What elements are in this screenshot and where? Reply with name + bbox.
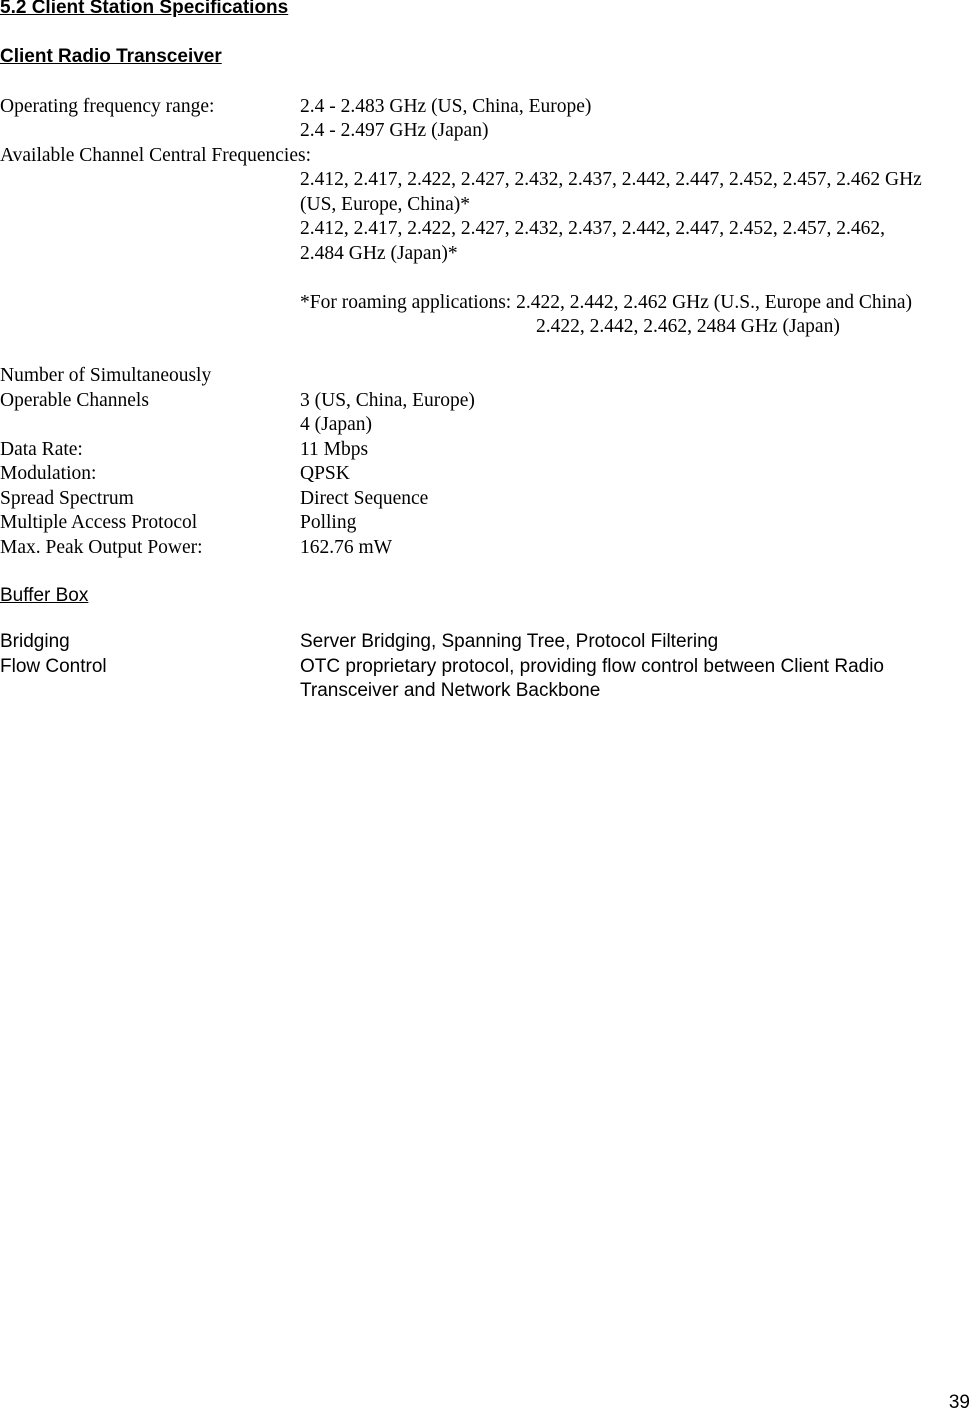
spread-spectrum-value: Direct Sequence	[300, 488, 429, 509]
simultaneous-label-1: Number of Simultaneously	[0, 365, 212, 386]
channels-label: Available Channel Central Frequencies:	[0, 145, 311, 166]
radio-heading: Client Radio Transceiver	[0, 46, 222, 67]
flow-control-label: Flow Control	[0, 656, 107, 677]
channels-value-3: 2.412, 2.417, 2.422, 2.427, 2.432, 2.437, 2.442, 2.447, 2.452, 2.457, 2.462,	[300, 218, 885, 239]
buffer-box-heading: Buffer Box	[0, 585, 89, 606]
bridging-value: Server Bridging, Spanning Tree, Protocol Filtering	[300, 631, 719, 652]
roaming-note-2: 2.422, 2.442, 2.462, 2484 GHz (Japan)	[536, 316, 840, 337]
modulation-label: Modulation:	[0, 463, 97, 484]
flow-control-value-1: OTC proprietary protocol, providing flow control between Client Radio	[300, 656, 884, 677]
freq-range-label: Operating frequency range:	[0, 96, 215, 117]
section-title: 5.2 Client Station Specifications	[0, 0, 289, 18]
output-power-value: 162.76 mW	[300, 537, 393, 558]
bridging-label: Bridging	[0, 631, 70, 652]
roaming-note-1: *For roaming applications: 2.422, 2.442, 2.462 GHz (U.S., Europe and China)	[300, 292, 912, 313]
channels-value-4: 2.484 GHz (Japan)*	[300, 243, 458, 264]
channels-value-1: 2.412, 2.417, 2.422, 2.427, 2.432, 2.437, 2.442, 2.447, 2.452, 2.457, 2.462 GHz	[300, 169, 922, 190]
access-protocol-label: Multiple Access Protocol	[0, 512, 198, 533]
simultaneous-value-1: 3 (US, China, Europe)	[300, 390, 475, 411]
page-number: 39	[948, 1392, 970, 1413]
simultaneous-label-2: Operable Channels	[0, 390, 149, 411]
flow-control-value-2: Transceiver and Network Backbone	[300, 680, 601, 701]
freq-range-value-1: 2.4 - 2.483 GHz (US, China, Europe)	[300, 96, 592, 117]
freq-range-value-2: 2.4 - 2.497 GHz (Japan)	[300, 120, 489, 141]
spread-spectrum-label: Spread Spectrum	[0, 488, 134, 509]
data-rate-label: Data Rate:	[0, 439, 83, 460]
data-rate-value: 11 Mbps	[300, 439, 369, 460]
modulation-value: QPSK	[300, 463, 350, 484]
simultaneous-value-2: 4 (Japan)	[300, 414, 373, 435]
access-protocol-value: Polling	[300, 512, 357, 533]
output-power-label: Max. Peak Output Power:	[0, 537, 203, 558]
channels-value-2: (US, Europe, China)*	[300, 194, 471, 215]
